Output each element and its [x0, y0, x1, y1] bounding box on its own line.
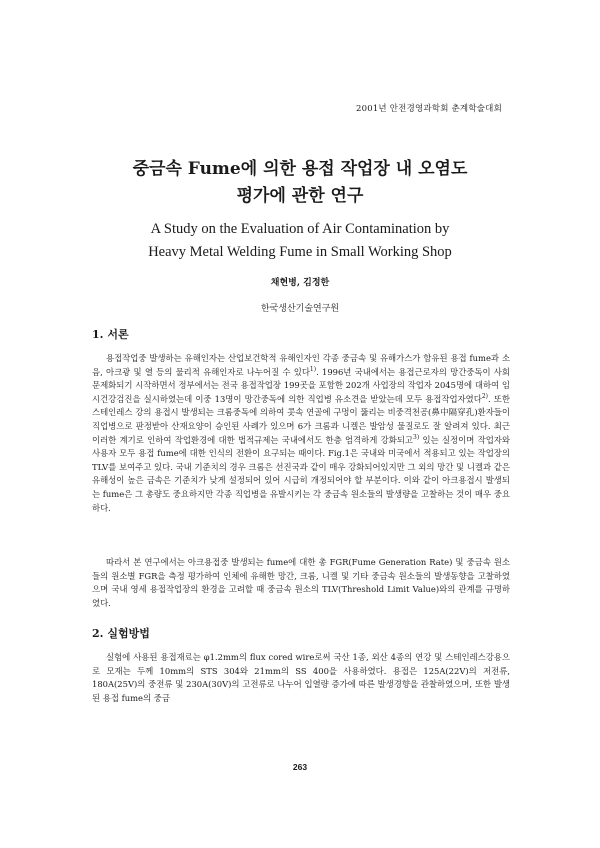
section1-paragraph1: [92, 352, 510, 515]
section1-heading: 1. 서론: [92, 328, 129, 341]
text-span: 있는 실정이며 작업자와 사용자 모두 용접 fume에 대한 인식의 전환이 요구되는 때이다. Fig.1은 국내와 미국에서 적용되고 있는 작업장의 TLV를 보여주고 있다. 국내 기준치의 경우 크롬은 선진국과 같이 매우 강화되어있지만 그 외의 망간 및 니켈과 같은 유해성이 높은 금속은 기준치가 낮게 설정되어 있어 시급히 개정되어야 할 부분이다. 이와 같이 아크용접시 발생되는 fume은 그 총량도 중요하지만 각종 직업병을 유발시키는 각 중금속 원소들의 발생량을 고찰하는 것이 매우 중요하다.: [92, 434, 510, 513]
section2-paragraph1: 실험에 사용된 용접재료는 φ1.2mm의 flux cored wire로써 국산 1종, 외산 4종의 연강 및 스테인레스강용으로 모재는 두께 10mm의 STS 304와 21mm의 SS 400을 사용하였다. 용접은 125A(22V)의 저전류, 180A(25V)의 중전류 및 230A(30V)의 고전류로 나누어 입열량 증가에 따른 발생경향을 관찰하였으며, 또한 발생된 용접 fume의 중금: [92, 652, 510, 703]
page-number: 263: [292, 762, 308, 772]
english-title-line2: Heavy Metal Welding Fume in Small Working Shop: [148, 244, 452, 260]
korean-title-line1: 중금속 Fume에 의한 용접 작업장 내 오염도: [132, 159, 468, 179]
korean-title-line2: 평가에 관한 연구: [236, 186, 364, 206]
authors: 채현병, 김정한: [270, 278, 330, 288]
citation-ref: 3): [413, 433, 420, 441]
affiliation: 한국생산기술연구원: [260, 304, 340, 314]
text-span: . 1996년 국내에서는 용접근로자의 망간중독이 사회 문제화되기 시작하면서 정부에서는 전국 용접작업장 199곳을 포함한 202개 사업장의 작업자 2045명에 대하여 임시건강검진을 실시하였는데 이중 13명이 망간중독에 의한 직업병 유소견을 받았는데 모두 용접작업자였다: [92, 366, 510, 404]
text-span: 용접작업중 발생하는 유해인자는 산업보건학적 유해인자인 각종 중금속 및 유해가스가 함유된 용접 fume과 소음, 아크광 및 열 등의 물리적 유해인자로 나누어질 수 있다: [92, 353, 510, 377]
section1-paragraph2: 따라서 본 연구에서는 아크용접중 발생되는 fume에 대한 총 FGR(Fume Generation Rate) 및 중금속 원소들의 원소별 FGR을 측정 평가하여 인체에 유해한 망간, 크롬, 니켈 및 기타 중금속 원소들의 발생동향을 고찰하였으며 국내 영세 용접작업장의 환경을 고려할 때 중금속 원소의 TLV(Threshold Limit Value)와의 관계를 규명하였다.: [92, 557, 510, 608]
text-span: . 또한 스테인레스 강의 용접시 발생되는 크롬중독에 의하여 콧속 연골에 구멍이 뚫리는 비중격천공(鼻中隔穿孔)환자들이 직업병으로 판정받아 산재요양이 승인된 사례가 있으며 6가 크롬과 니켈은 발암성 물질로도 잘 알려져 있다. 최근 이러한 계기로 인하여 작업환경에 대한 법적규제는 국내에서도 한층 엄격하게 강화되고: [92, 393, 510, 445]
korean-title: [0, 156, 600, 210]
conference-header: 2001년 안전경영과학회 춘계학술대회: [356, 104, 502, 114]
english-title: [0, 218, 600, 264]
citation-ref: 1): [309, 365, 317, 373]
section2-heading: 2. 실험방법: [92, 627, 150, 640]
english-title-line1: A Study on the Evaluation of Air Contamination by: [150, 221, 450, 237]
citation-ref: 2): [481, 392, 489, 400]
